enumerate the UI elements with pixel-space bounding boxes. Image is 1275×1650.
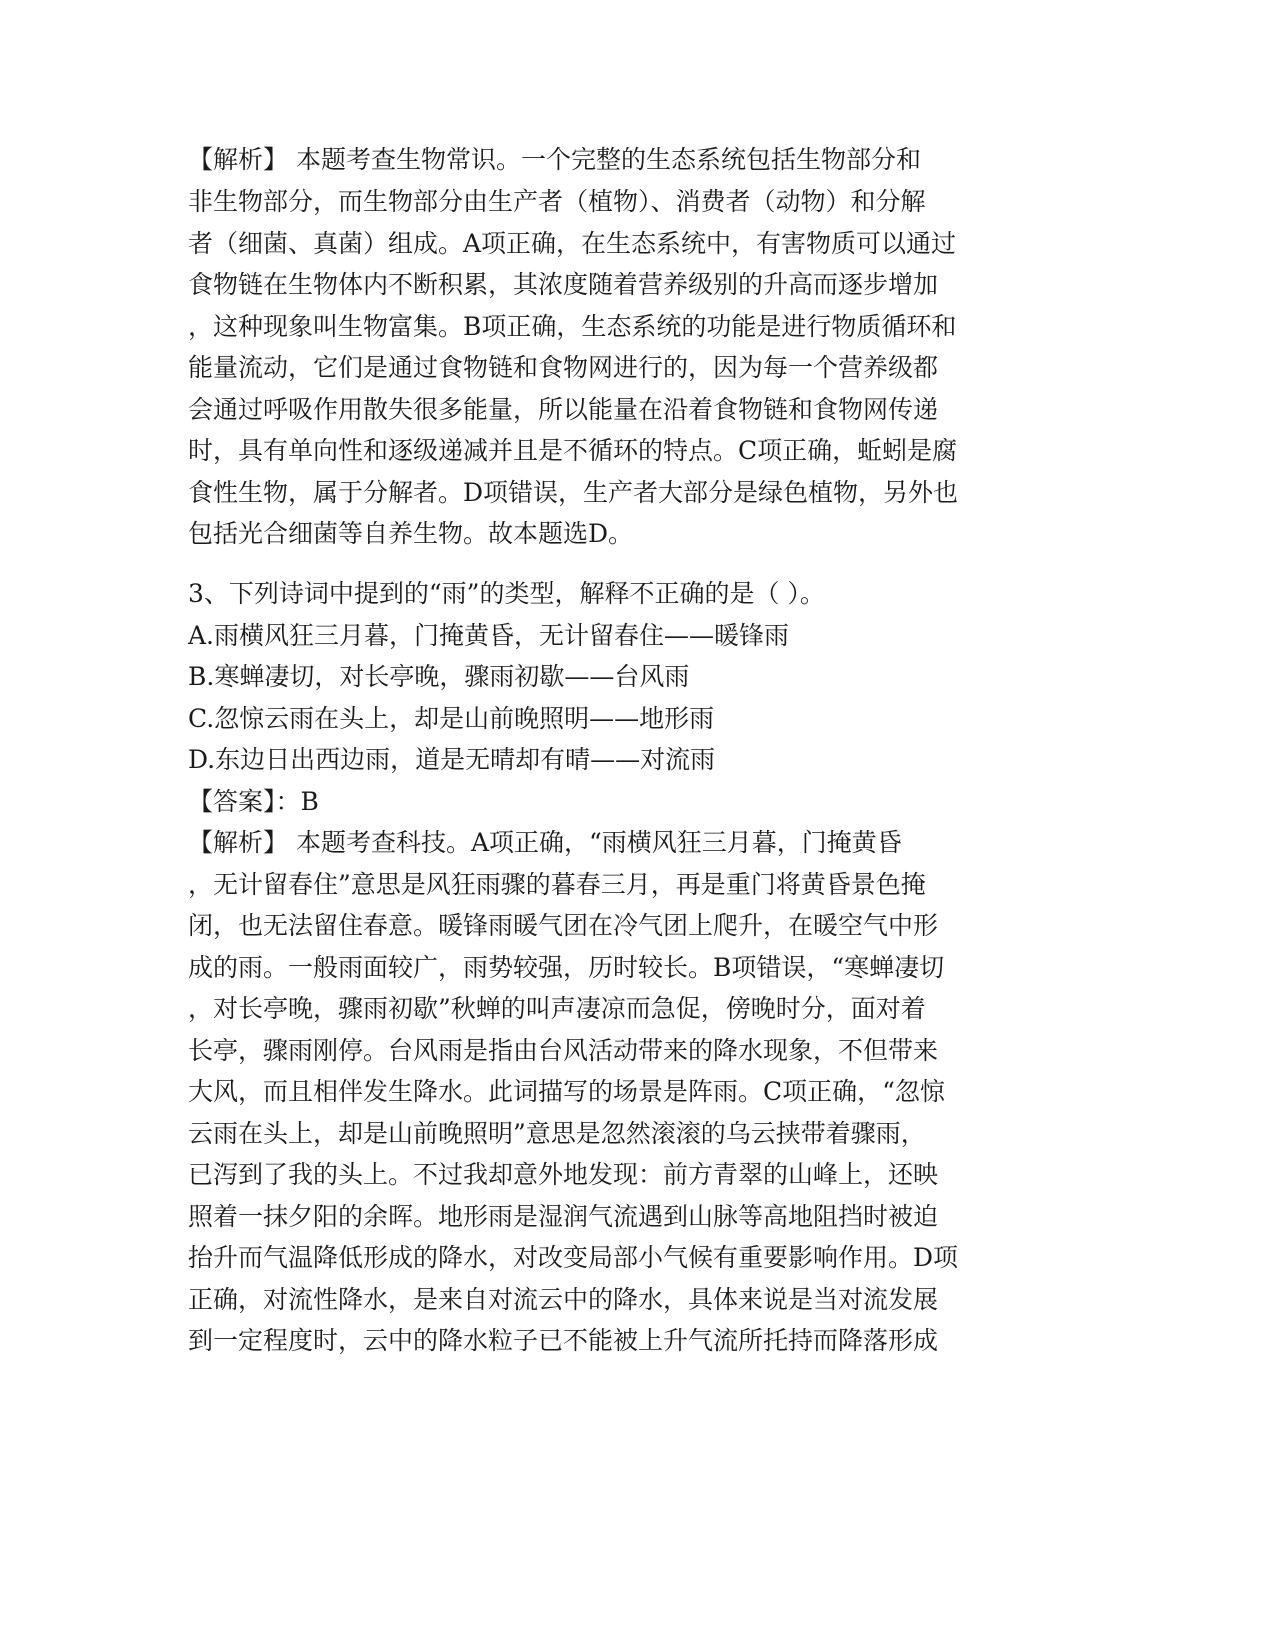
analysis-3-line: 成的雨。一般雨面较广，雨势较强，历时较长。B项错误，“寒蝉凄切 (188, 953, 945, 982)
analysis-3-line: 已泻到了我的头上。不过我却意外地发现：前方青翠的山峰上，还映 (188, 1160, 939, 1189)
analysis-1-line: 包括光合细菌等自养生物。故本题选D。 (188, 519, 634, 548)
analysis-1-line: 者（细菌、真菌）组成。A项正确，在生态系统中，有害物质可以通过 (188, 229, 957, 258)
analysis-1-line: 食物链在生物体内不断积累，其浓度随着营养级别的升高而逐步增加 (188, 270, 939, 299)
analysis-1-line: 时，具有单向性和逐级递减并且是不循环的特点。C项正确，蚯蚓是腐 (188, 436, 958, 465)
analysis-3-line: 闭，也无法留住春意。暖锋雨暖气团在冷气团上爬升，在暖空气中形 (188, 911, 939, 940)
analysis-3-line: 照着一抹夕阳的余晖。地形雨是湿润气流遇到山脉等高地阻挡时被迫 (188, 1202, 939, 1231)
analysis-1-line: 能量流动，它们是通过食物链和食物网进行的，因为每一个营养级都 (188, 353, 939, 382)
answer-label: 【答案】：B (188, 787, 319, 816)
analysis-3-line: 【解析】 本题考查科技。A项正确，“雨横风狂三月暮，门掩黄昏 (188, 828, 902, 857)
analysis-3-line: ，对长亭晚，骤雨初歇”秋蝉的叫声凄凉而急促，傍晚时分，面对着 (188, 994, 926, 1023)
analysis-1-line: 食性生物，属于分解者。D项错误，生产者大部分是绿色植物，另外也 (188, 478, 959, 507)
analysis-3-line: ，无计留春住”意思是风狂雨骤的暮春三月，再是重门将黄昏景色掩 (188, 870, 926, 899)
option-b: B.寒蝉凄切，对长亭晚，骤雨初歇——台风雨 (188, 662, 690, 691)
analysis-3-line: 大风，而且相伴发生降水。此词描写的场景是阵雨。C项正确，“忽惊 (188, 1077, 945, 1106)
analysis-1-line: 【解析】 本题考查生物常识。一个完整的生态系统包括生物部分和 (188, 145, 921, 174)
question-stem: 3、下列诗词中提到的“雨”的类型，解释不正确的是（ ）。 (188, 579, 825, 608)
analysis-1-line: 非生物部分，而生物部分由生产者（植物）、消费者（动物）和分解 (188, 187, 926, 216)
analysis-3-line: 抬升而气温降低形成的降水，对改变局部小气候有重要影响作用。D项 (188, 1243, 959, 1272)
option-a: A.雨横风狂三月暮，门掩黄昏，无计留春住——暖锋雨 (188, 621, 790, 650)
option-d: D.东边日出西边雨，道是无晴却有晴——对流雨 (188, 745, 716, 774)
analysis-3-line: 云雨在头上，却是山前晚照明”意思是忽然滚滚的乌云挟带着骤雨， (188, 1119, 926, 1148)
option-c: C.忽惊云雨在头上，却是山前晚照明——地形雨 (188, 704, 715, 733)
analysis-3-line: 正确，对流性降水，是来自对流云中的降水，具体来说是当对流发展 (188, 1285, 939, 1314)
analysis-3-line: 长亭，骤雨刚停。台风雨是指由台风活动带来的降水现象，不但带来 (188, 1036, 939, 1065)
analysis-1-line: ，这种现象叫生物富集。B项正确，生态系统的功能是进行物质循环和 (188, 312, 957, 341)
analysis-3-line: 到一定程度时，云中的降水粒子已不能被上升气流所托持而降落形成 (188, 1326, 939, 1355)
analysis-1-line: 会通过呼吸作用散失很多能量，所以能量在沿着食物链和食物网传递 (188, 395, 939, 424)
